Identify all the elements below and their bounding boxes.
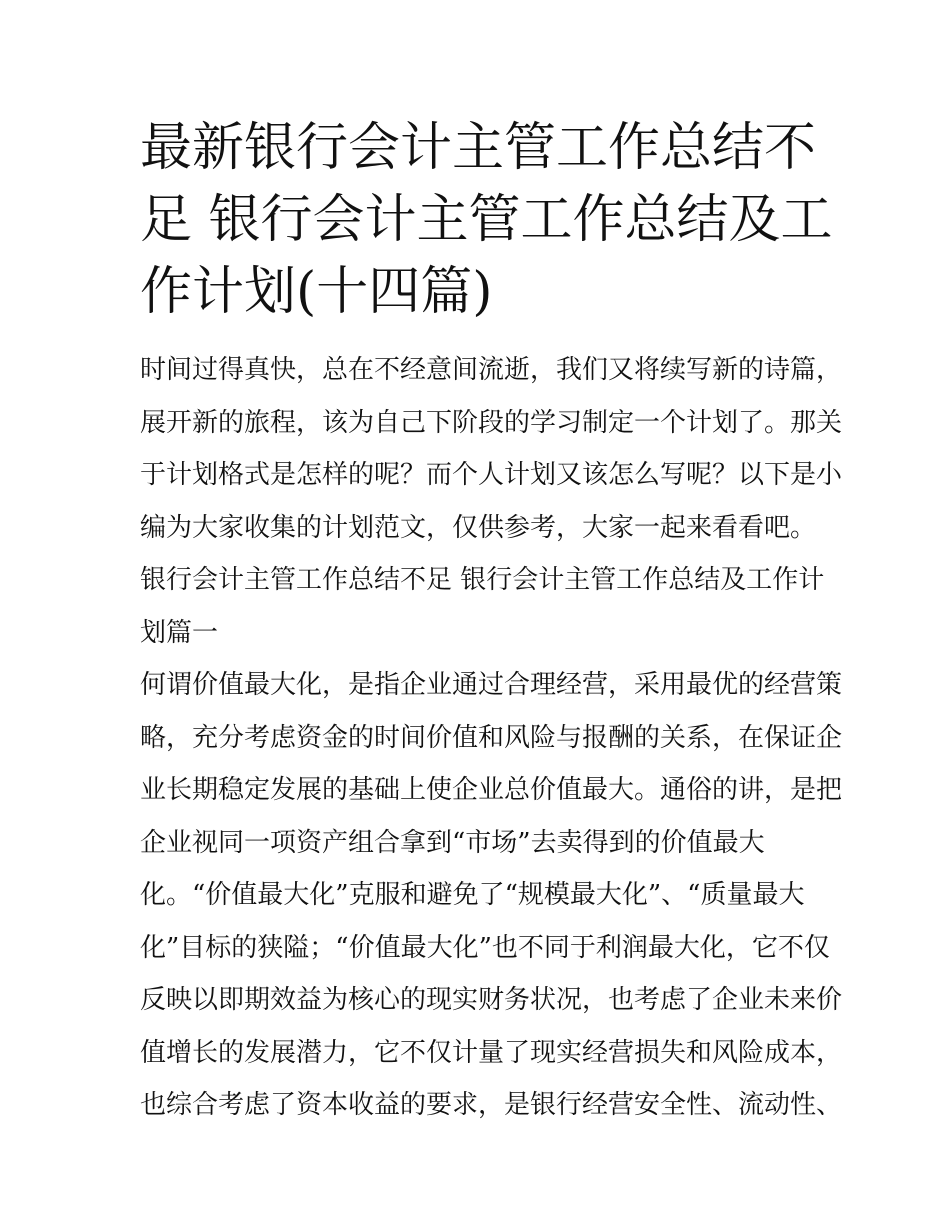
title-line: 作计划(十四篇) (140, 262, 493, 322)
intro-line: 展开新的旅程，该为自己下阶段的学习制定一个计划了。那关 (140, 407, 843, 438)
document-title (140, 112, 833, 328)
paragraph-line: 化。“价值最大化”克服和避免了“规模最大化”、“质量最大 (140, 880, 805, 910)
intro-line: 于计划格式是怎样的呢？而个人计划又该怎么写呢？以下是小 (140, 460, 843, 490)
paragraph-line: 业长期稳定发展的基础上使企业总价值最大。通俗的讲，是把 (140, 775, 843, 805)
paragraph-line: 略，充分考虑资金的时间价值和风险与报酬的关系，在保证企 (140, 722, 843, 753)
section-heading-line: 银行会计主管工作总结不足 银行会计主管工作总结及工作计 (140, 565, 825, 595)
paragraph-line: 也综合考虑了资本收益的要求，是银行经营安全性、流动性、 (140, 1090, 843, 1120)
paragraph-line: 值增长的发展潜力，它不仅计量了现实经营损失和风险成本， (140, 1037, 843, 1068)
intro-line: 时间过得真快，总在不经意间流逝，我们又将续写新的诗篇， (140, 355, 843, 385)
paragraph-line: 化”目标的狭隘；“价值最大化”也不同于利润最大化，它不仅 (140, 932, 830, 963)
title-line: 足 银行会计主管工作总结及工 (140, 190, 833, 250)
document-content (140, 112, 843, 1132)
paragraph-line: 何谓价值最大化，是指企业通过合理经营，采用最优的经营策 (140, 670, 843, 700)
section-heading-line: 划篇一 (140, 617, 219, 648)
title-line: 最新银行会计主管工作总结不 (140, 118, 817, 178)
document-body (140, 344, 843, 1132)
paragraph-line: 企业视同一项资产组合拿到“市场”去卖得到的价值最大 (140, 827, 765, 858)
paragraph-line: 反映以即期效益为核心的现实财务状况，也考虑了企业未来价 (140, 985, 843, 1015)
intro-line: 编为大家收集的计划范文，仅供参考，大家一起来看看吧。 (140, 512, 817, 543)
